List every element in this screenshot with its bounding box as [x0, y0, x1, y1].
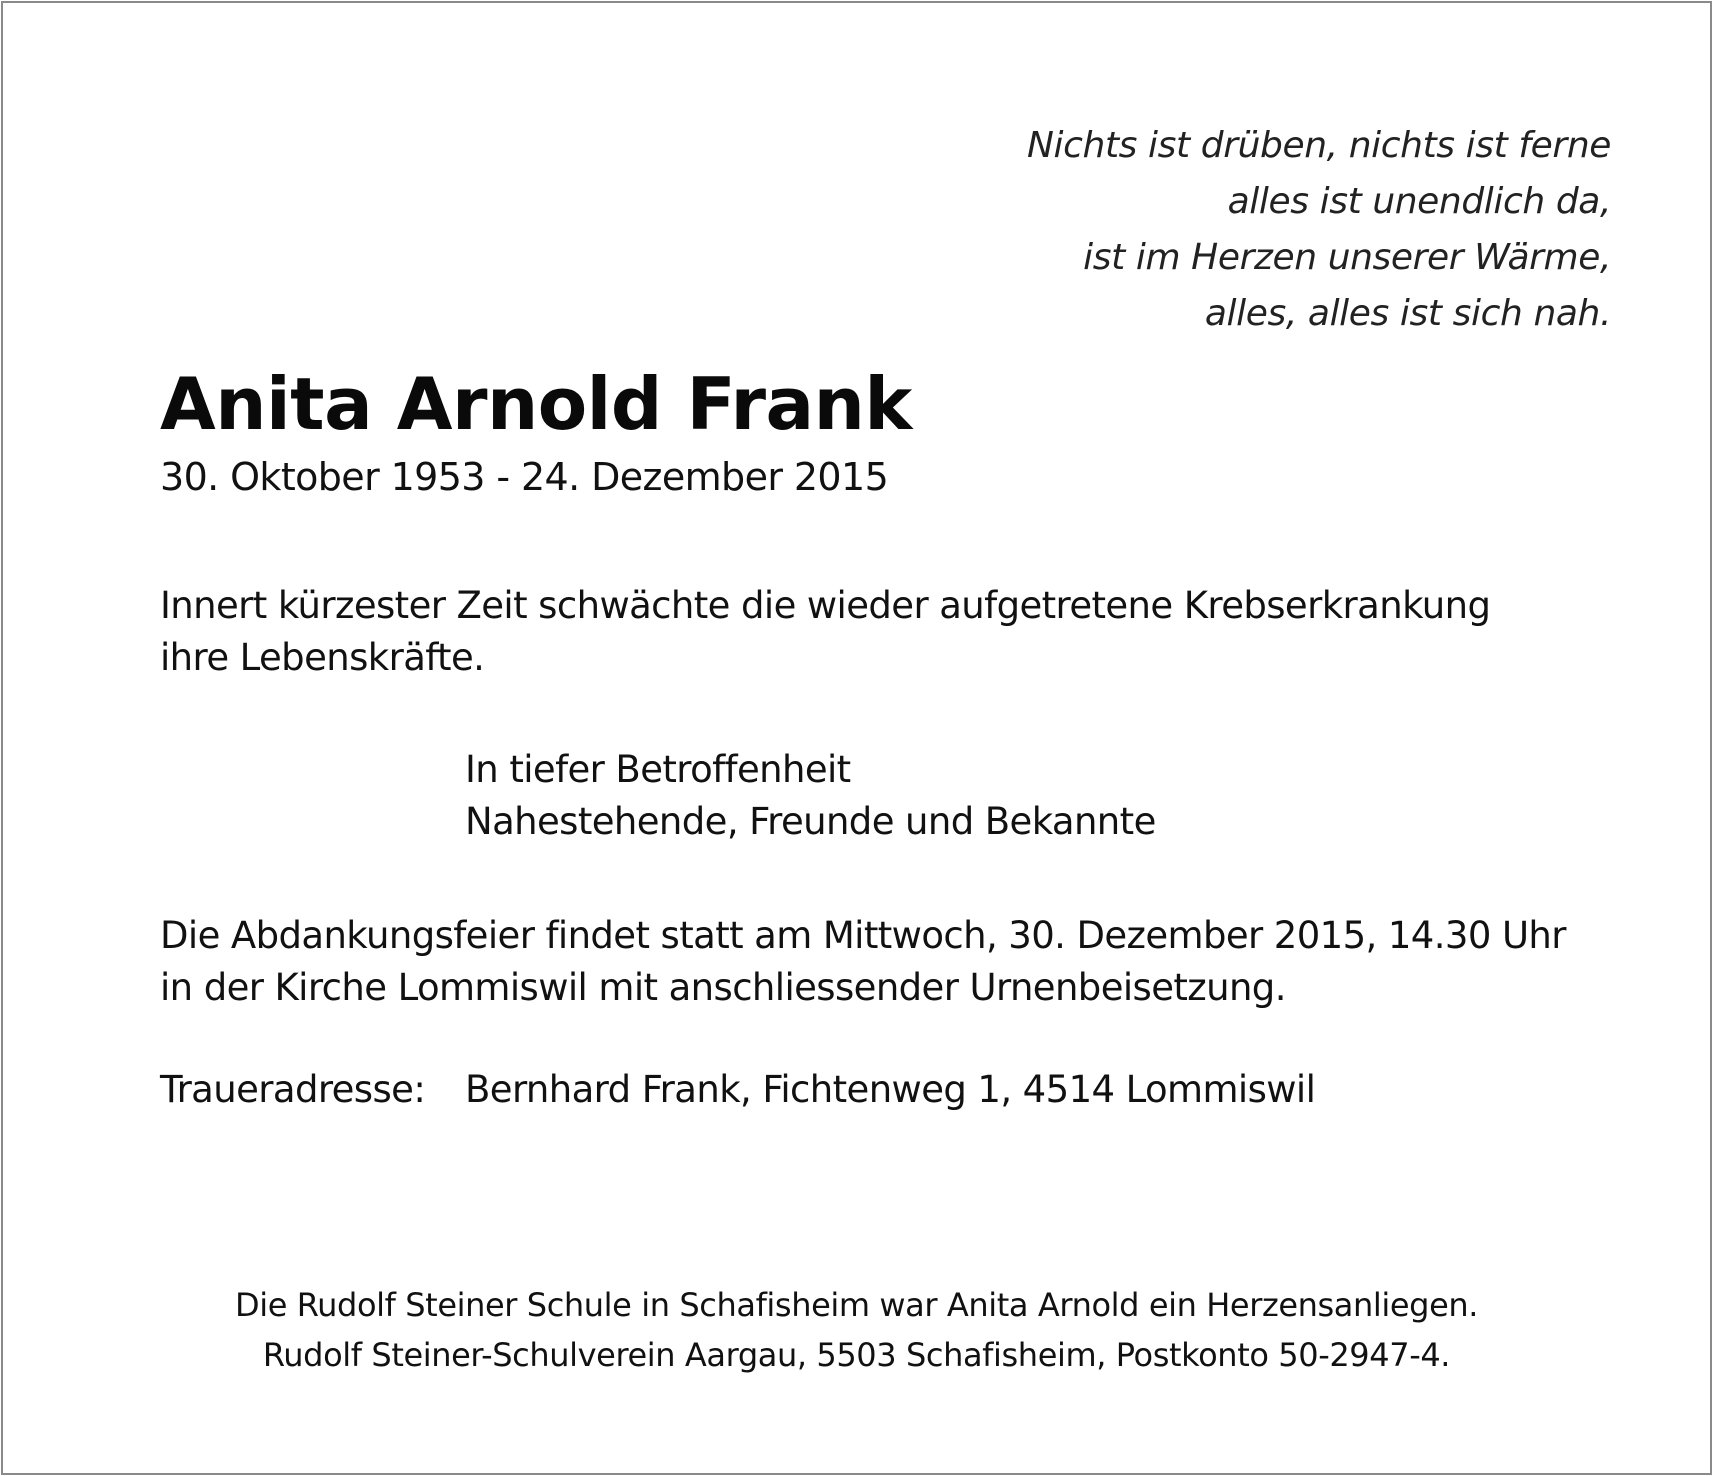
address-value: Bernhard Frank, Fichtenweg 1, 4514 Lommiswil — [465, 1068, 1316, 1111]
footer-line: Rudolf Steiner-Schulverein Aargau, 5503 Schafisheim, Postkonto 50-2947-4. — [262, 1336, 1451, 1374]
ceremony-line: in der Kirche Lommiswil mit anschliessender Urnenbeisetzung. — [160, 966, 1286, 1009]
mourners-signature — [465, 744, 1156, 848]
ceremony-line: Die Abdankungsfeier findet statt am Mittwoch, 30. Dezember 2015, 14.30 Uhr — [160, 914, 1566, 957]
ceremony-paragraph — [160, 910, 1566, 1014]
life-dates: 30. Oktober 1953 - 24. Dezember 2015 — [160, 455, 889, 499]
intro-line: Innert kürzester Zeit schwächte die wieder aufgetretene Krebserkrankung — [160, 584, 1491, 627]
poem-line: Nichts ist drüben, nichts ist ferne — [1027, 125, 1611, 166]
poem-line: alles ist unendlich da, — [1227, 181, 1611, 222]
signature-line: Nahestehende, Freunde und Bekannte — [465, 800, 1156, 843]
intro-line: ihre Lebenskräfte. — [160, 636, 485, 679]
address-label: Traueradresse: — [160, 1068, 426, 1111]
poem-line: alles, alles ist sich nah. — [1204, 293, 1611, 334]
poem-line: ist im Herzen unserer Wärme, — [1083, 237, 1611, 278]
donation-footer — [0, 1280, 1713, 1380]
signature-line: In tiefer Betroffenheit — [465, 748, 851, 791]
intro-paragraph — [160, 580, 1490, 684]
poem — [1027, 118, 1611, 342]
deceased-name: Anita Arnold Frank — [160, 362, 912, 446]
footer-line: Die Rudolf Steiner Schule in Schafisheim war Anita Arnold ein Herzensanliegen. — [234, 1286, 1479, 1324]
